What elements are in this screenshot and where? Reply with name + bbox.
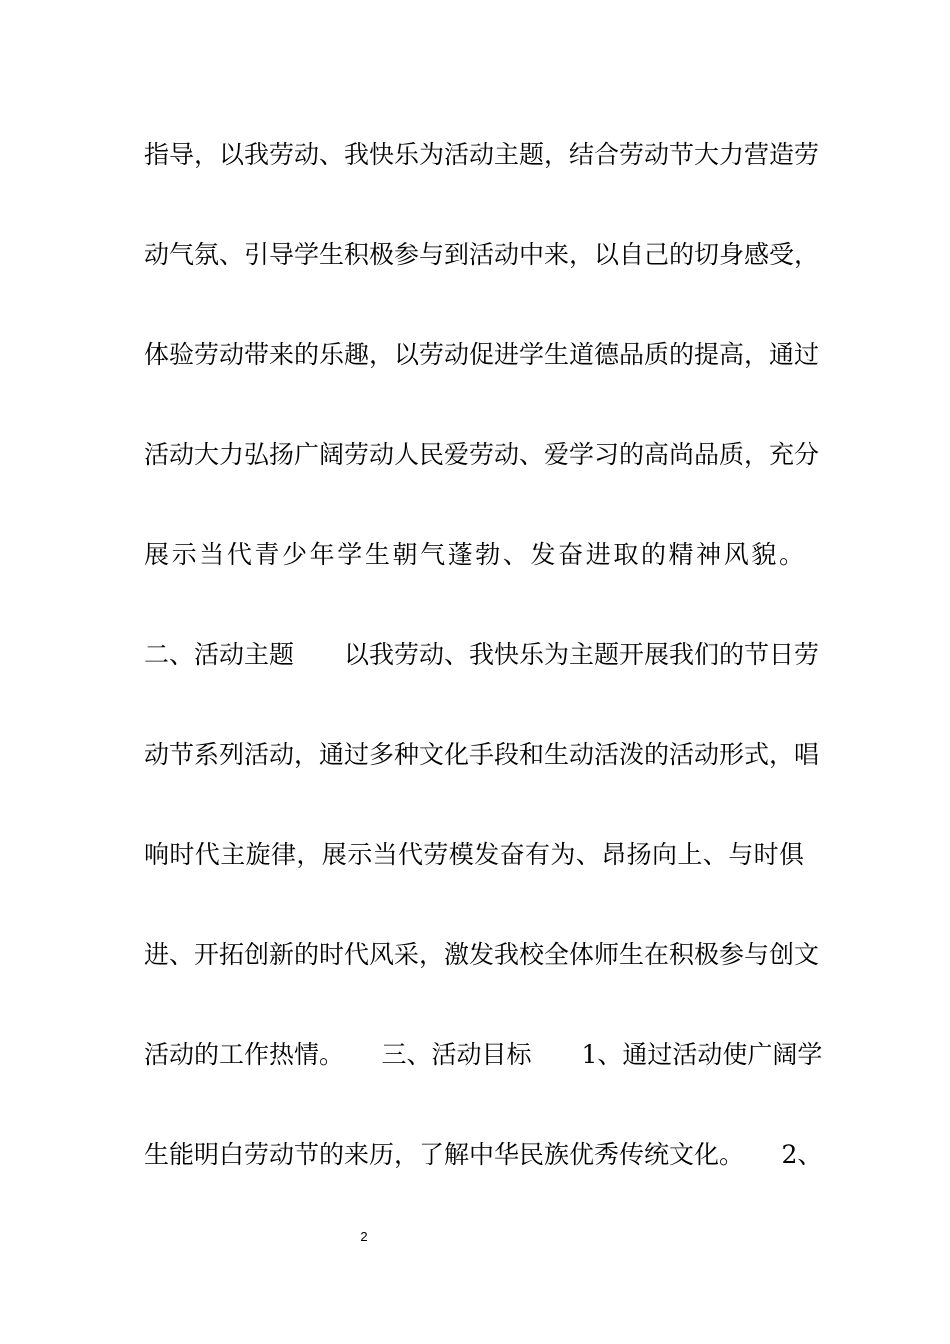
body-text-line: 指导，以我劳动、我快乐为活动主题，结合劳动节大力营造劳 bbox=[144, 140, 820, 169]
body-text-line: 生能明白劳动节的来历，了解中华民族优秀传统文化。 2、 bbox=[144, 1140, 823, 1169]
body-text-line: 展示当代青少年学生朝气蓬勃、发奋进取的精神风貌。 bbox=[144, 540, 804, 569]
body-text-line: 动节系列活动，通过多种文化手段和生动活泼的活动形式，唱 bbox=[144, 740, 820, 769]
body-text-line: 动气氛、引导学生积极参与到活动中来，以自己的切身感受， bbox=[144, 240, 820, 269]
body-text-line: 进、开拓创新的时代风采，激发我校全体师生在积极参与创文 bbox=[144, 940, 820, 969]
body-text-line: 活动的工作热情。 三、活动目标 1、通过活动使广阔学 bbox=[144, 1040, 823, 1069]
body-text-line: 活动大力弘扬广阔劳动人民爱劳动、爱学习的高尚品质，充分 bbox=[144, 440, 820, 469]
body-text-line: 二、活动主题 以我劳动、我快乐为主题开展我们的节日劳 bbox=[144, 640, 820, 669]
body-text-line: 响时代主旋律，展示当代劳模发奋有为、昂扬向上、与时俱 bbox=[144, 840, 804, 869]
page-number: 2 bbox=[360, 1229, 368, 1244]
body-text-line: 体验劳动带来的乐趣，以劳动促进学生道德品质的提高，通过 bbox=[144, 340, 820, 369]
